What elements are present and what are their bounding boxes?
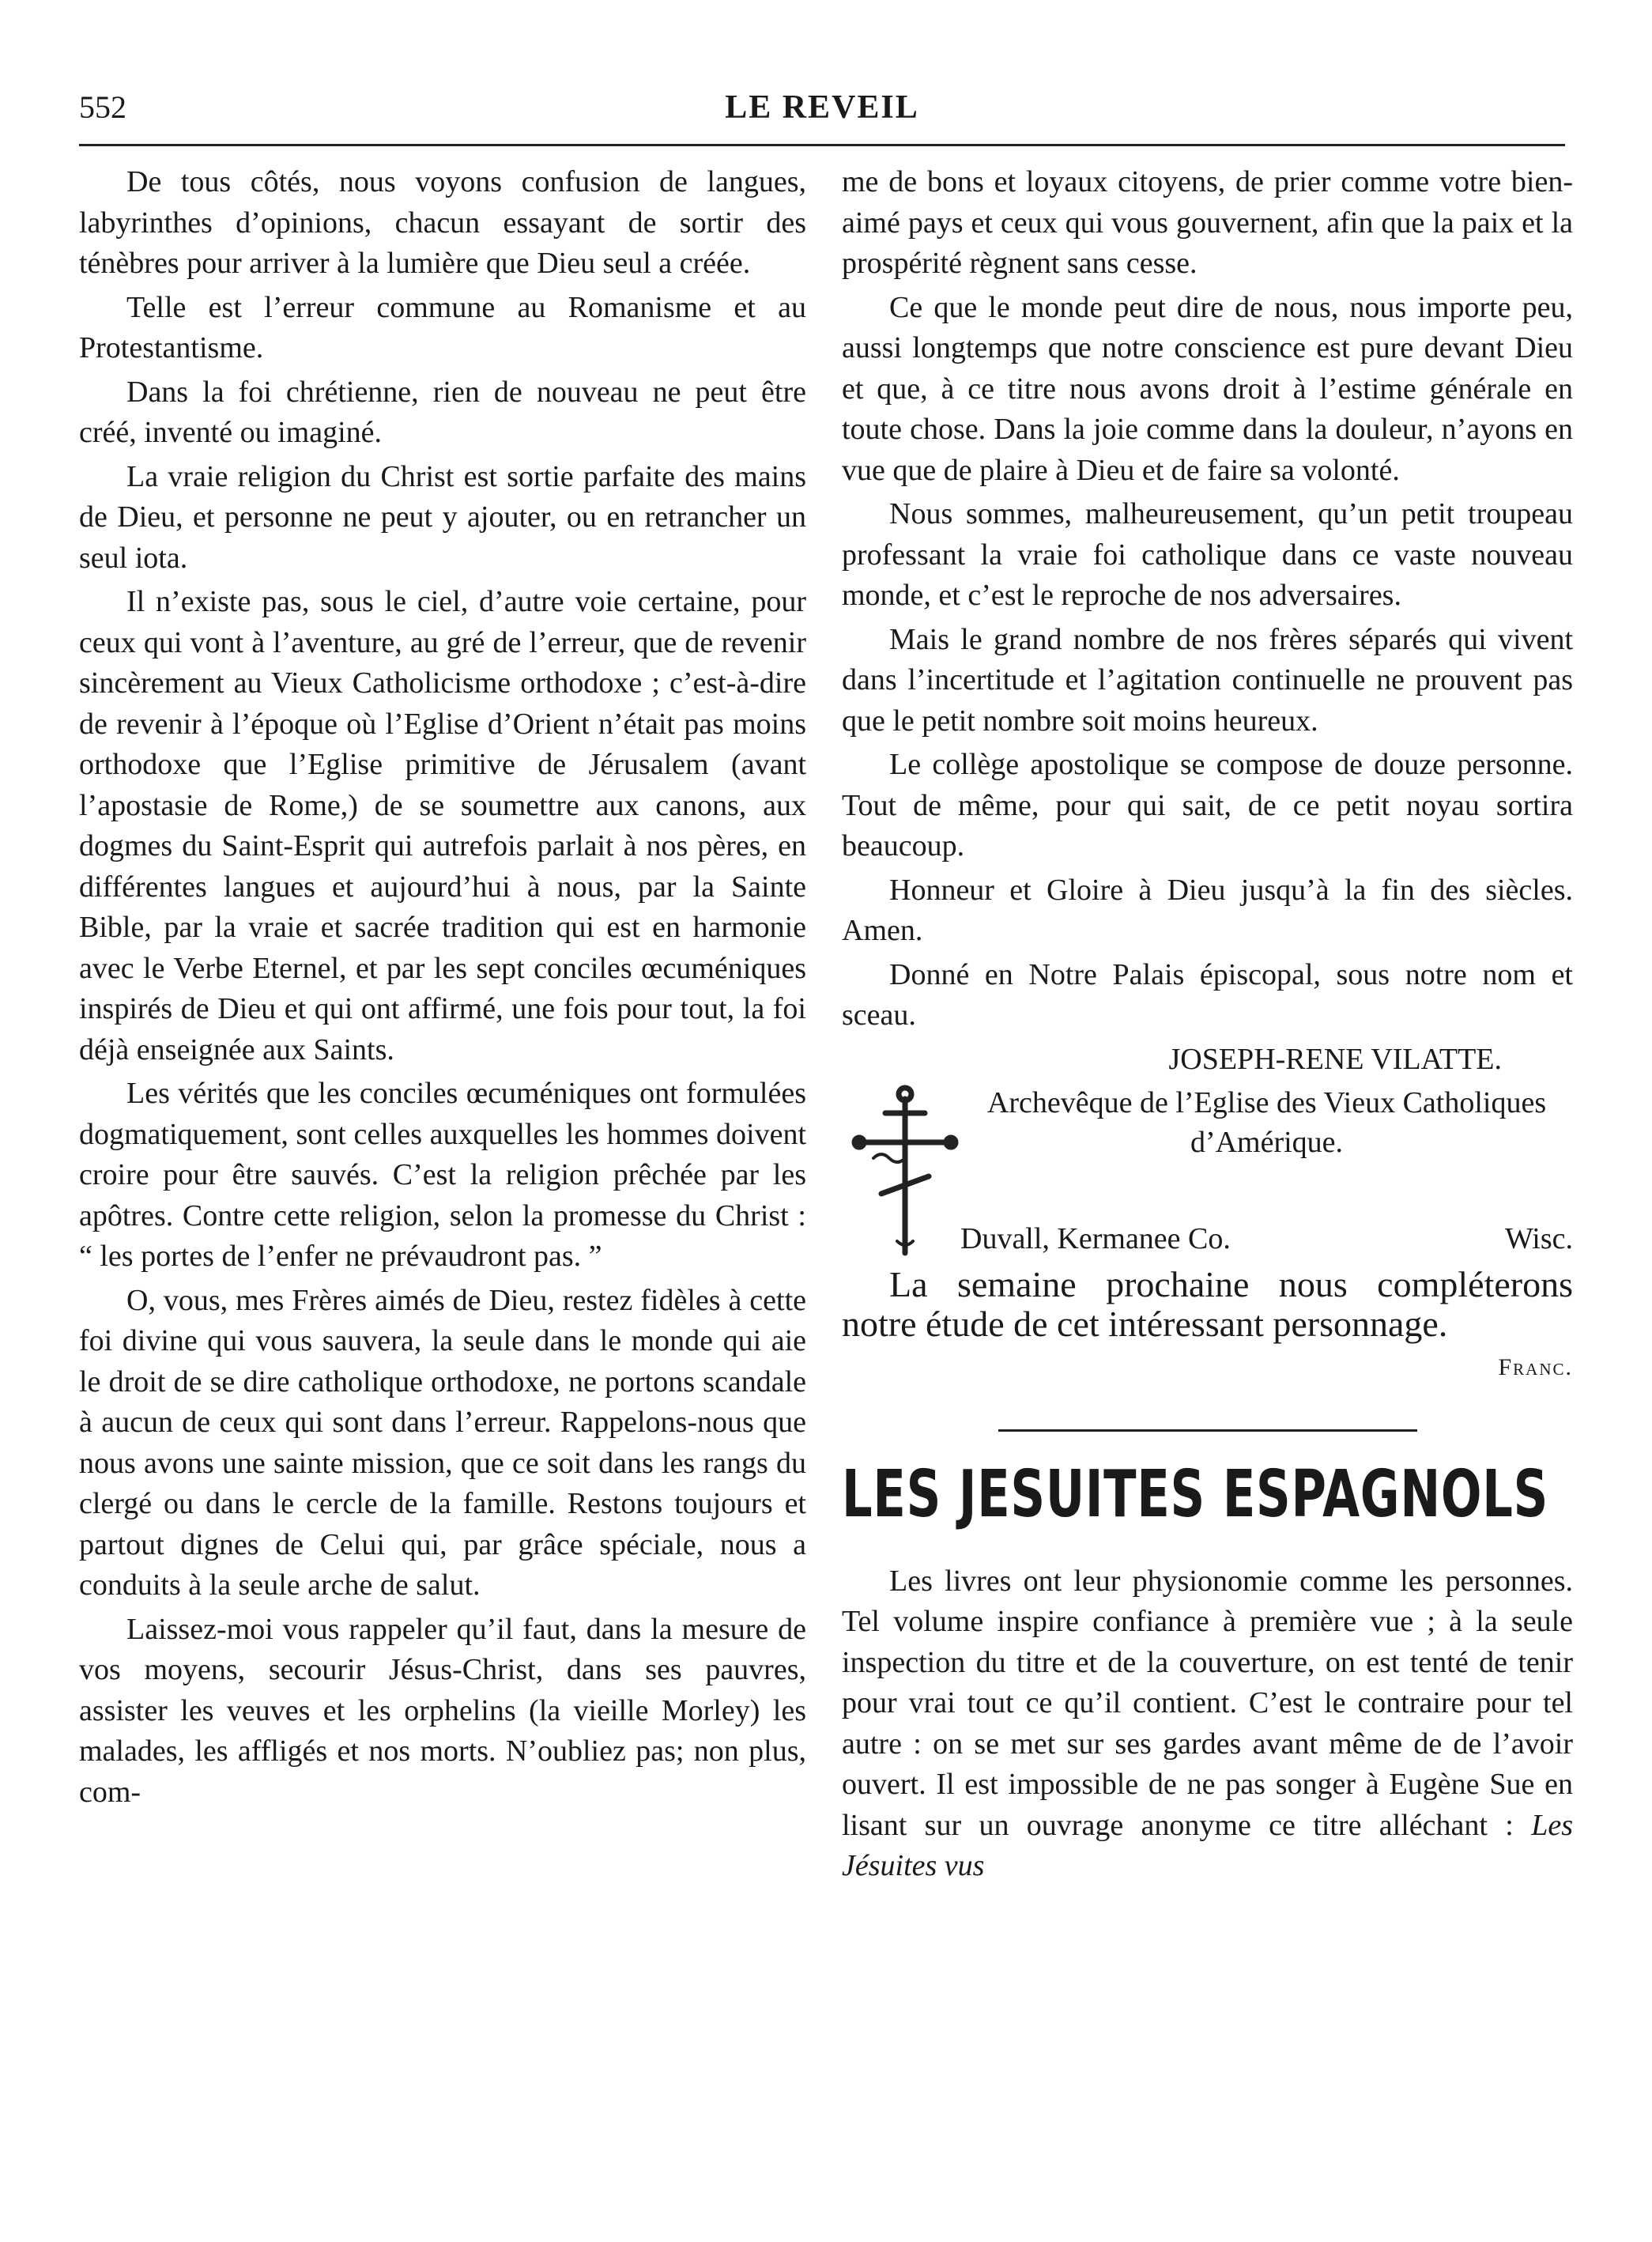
running-head [79, 89, 1565, 136]
signature-state: Wisc. [1504, 1222, 1573, 1255]
signature-block [842, 1083, 1573, 1265]
right-column [842, 162, 1573, 1890]
paragraph: Dans la foi chrétienne, rien de nouveau ne peut être créé, inventé ou imaginé. [79, 375, 806, 449]
author-signature: Franc. [1498, 1354, 1573, 1380]
signature-title: Archevêque de l’Eglise des Vieux Catholiques d’Amérique. [986, 1086, 1547, 1159]
announcement: La semaine prochaine nous compléterons notre étude de cet intéressant personnage. [842, 1264, 1573, 1344]
article-title: LES JESUITES ESPAGNOLS [842, 1456, 1549, 1532]
paragraph: Telle est l’erreur commune au Romanisme et au Protestantisme. [79, 290, 806, 364]
paragraph: Ce que le monde peut dire de nous, nous importe peu, aussi longtemps que notre conscience est pure devant Dieu et que, à ce titre nous avons droit à l’estime générale en toute chose. Dans la joie comme dans la douleur, n’ayons en vue que de plaire à Dieu et de faire sa volonté. [842, 290, 1573, 487]
section-divider [998, 1429, 1417, 1432]
journal-title: LE REVEIL [725, 89, 919, 126]
header-rule [79, 144, 1565, 146]
paragraph: Nous sommes, malheureusement, qu’un petit troupeau professant la vraie foi catholique dans ce vaste nouveau monde, et c’est le reproche de nos adversaires. [842, 497, 1573, 612]
episcopal-cross-icon [850, 1083, 960, 1265]
article-intro-text: Les livres ont leur physionomie comme les personnes. Tel volume inspire confiance à première vue ; à la seule inspection du titre et de la couverture, on est tenté de tenir pour vrai tout ce qu’il contient. C’est le contraire pour tel autre : on se met sur ses gardes avant même de de l’avoir ouvert. Il est impossible de ne pas songer à Eugène Sue en lisant sur un ouvrage anonyme ce titre alléchant : [842, 1564, 1573, 1842]
article-intro-italic: Les Jésuites vus [842, 1808, 1574, 1882]
signature-name: JOSEPH-RENE VILATTE. [1168, 1042, 1502, 1076]
paragraph: Il n’existe pas, sous le ciel, d’autre voie certaine, pour ceux qui vont à l’aventure, au gré de l’erreur, que de revenir sincèrement au Vieux Catholicisme orthodoxe ; c’est-à-dire de revenir à l’époque où l’Eglise d’Orient n’était pas moins orthodoxe que l’Eglise primitive de Jérusalem (avant l’apostasie de Rome,) de se soumettre aux canons, aux dogmes du Saint-Esprit qui autrefois parlait à nos pères, en différentes langues et aujourd’hui à nous, par la Sainte Bible, par la vraie et sacrée tradition qui est en harmonie avec le Verbe Eternel, et par les sept conciles œcuméniques inspirés de Dieu et qui ont affirmé, une fois pour tout, la foi déjà enseignée aux Saints. [79, 585, 806, 1066]
paragraph: La vraie religion du Christ est sortie parfaite des mains de Dieu, et personne ne peut y ajouter, ou en retrancher un seul iota. [79, 459, 806, 575]
paragraph: Mais le grand nombre de nos frères séparés qui vivent dans l’incertitude et l’agitation continuelle ne prouvent pas que le petit nombre soit moins heureux. [842, 622, 1573, 738]
paragraph: Honneur et Gloire à Dieu jusqu’à la fin des siècles. Amen. [842, 873, 1573, 947]
article-intro-paragraph [842, 1561, 1573, 1887]
paragraph: Donné en Notre Palais épiscopal, sous notre nom et sceau. [842, 957, 1573, 1032]
page-number: 552 [79, 89, 126, 125]
paragraph: De tous côtés, nous voyons confusion de langues, labyrinthes d’opinions, chacun essayant de sortir des ténèbres pour arriver à la lumière que Dieu seul a créée. [79, 165, 806, 280]
signature-place: Duvall, Kermanee Co. [960, 1222, 1231, 1255]
paragraph: me de bons et loyaux citoyens, de prier comme votre bien-aimé pays et ceux qui vous gouvernent, afin que la paix et la prospérité règnent sans cesse. [842, 165, 1573, 280]
left-column [79, 162, 806, 1816]
paragraph: Le collège apostolique se compose de douze personne. Tout de même, pour qui sait, de ce petit noyau sortira beaucoup. [842, 748, 1573, 862]
paragraph: Les vérités que les conciles œcuméniques ont formulées dogmatiquement, sont celles auxquelles les hommes doivent croire pour être sauvés. C’est la religion prêchée par les apôtres. Contre cette religion, selon la promesse du Christ : “ les portes de l’enfer ne prévaudront pas. ” [79, 1077, 806, 1273]
paragraph: Laissez-moi vous rappeler qu’il faut, dans la mesure de vos moyens, secourir Jésus-Christ, dans ses pauvres, assister les veuves et les orphelins (la vieille Morley) les malades, les affligés et nos morts. N’oubliez pas; non plus, com- [79, 1612, 806, 1809]
paragraph: O, vous, mes Frères aimés de Dieu, restez fidèles à cette foi divine qui vous sauvera, la seule dans le monde qui aie le droit de se dire catholique orthodoxe, ne portons scandale à aucun de ceux qui sont dans l’erreur. Rappelons-nous que nous avons une sainte mission, que ce soit dans les rangs du clergé ou dans le cercle de la famille. Restons toujours et partout dignes de Celui qui, par grâce spéciale, nous a conduits à la seule arche de salut. [79, 1283, 806, 1602]
